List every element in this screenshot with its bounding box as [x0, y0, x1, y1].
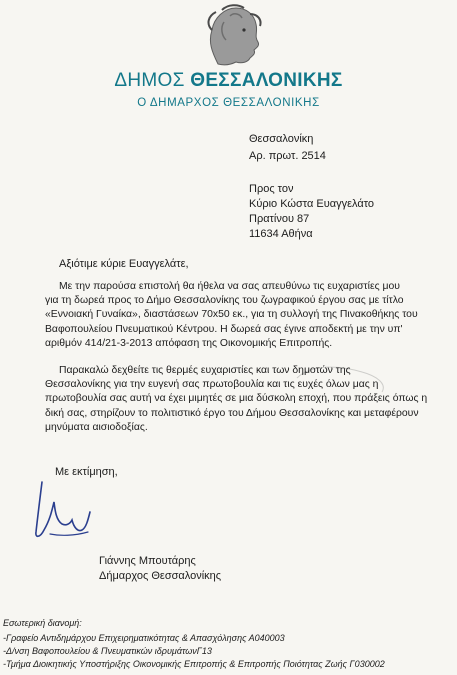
- distribution-heading: Εσωτερική διανομή:: [3, 618, 82, 628]
- paragraph-line: αριθμόν 414/21-3-2013 απόφαση της Οικονομικής Επιτροπής.: [45, 337, 333, 349]
- recipient-name: Κύριο Κώστα Ευαγγελάτο: [249, 198, 375, 210]
- paragraph-line: Θεσσαλονίκης για την ευγενή σας πρωτοβουλία και τις ευχές όλων μας η: [45, 379, 379, 391]
- paragraph-line: για τη δωρεά προς το Δήμο Θεσσαλονίκης του ζωγραφικού έργου σας με τίτλο: [45, 295, 404, 307]
- city: Θεσσαλονίκη: [249, 133, 314, 145]
- paragraph-line: Με την παρούσα επιστολή θα ήθελα να σας απευθύνω τις ευχαριστίες μου: [59, 281, 400, 292]
- paragraph-line: Παρακαλώ δεχθείτε τις θερμές ευχαριστίες και των δημοτών της: [59, 365, 351, 376]
- paragraph-line: δική σας, στηρίζουν το πολιτιστικό έργο του Δήμου Θεσσαλονίκης και μεταφέρουν: [45, 407, 419, 419]
- alexander-head-logo-icon: [178, 2, 278, 68]
- recipient-to: Προς τον: [249, 183, 294, 195]
- handwritten-signature: [30, 480, 110, 550]
- signer-title: Δήμαρχος Θεσσαλονίκης: [99, 570, 222, 582]
- recipient-postal: 11634 Αθήνα: [249, 228, 313, 240]
- distribution-item: -Δ/νση Βαφοπουλείου & Πνευματικών ιδρυμάτωνΓ13: [3, 646, 212, 656]
- distribution-item: -Τμήμα Διοικητικής Υποστήριξης Οικονομικής Επιτροπής & Επιτροπής Ποιότητας Ζωής Γ030002: [3, 659, 385, 669]
- paragraph-line: μηνύματα αισιοδοξίας.: [45, 421, 148, 433]
- closing: Με εκτίμηση,: [55, 466, 118, 478]
- distribution-item: -Γραφείο Αντιδημάρχου Επιχειρηματικότητας & Απασχόλησης Α040003: [3, 633, 285, 643]
- municipality-name: [0, 70, 457, 92]
- body-paragraph-1: [45, 280, 441, 351]
- signer-name: Γιάννης Μπουτάρης: [99, 555, 196, 567]
- greeting: Αξιότιμε κύριε Ευαγγελάτε,: [59, 258, 189, 270]
- org-name: ΘΕΣΣΑΛΟΝΙΚΗΣ: [190, 70, 343, 91]
- org-prefix: ΔΗΜΟΣ: [114, 70, 185, 91]
- paragraph-line: «Εννοιακή Γυναίκα», διαστάσεων 70x50 εκ., για τη συλλογή της Πινακοθήκης του: [45, 309, 418, 321]
- body-paragraph-2: [45, 364, 441, 435]
- protocol-number: Αρ. πρωτ. 2514: [249, 150, 326, 162]
- mayor-office-title: Ο ΔΗΜΑΡΧΟΣ ΘΕΣΣΑΛΟΝΙΚΗΣ: [137, 97, 320, 109]
- paragraph-line: Βαφοπουλείου Πνευματικού Κέντρου. Η δωρεά σας έγινε αποδεκτή με την υπ': [45, 323, 403, 335]
- recipient-street: Πρατίνου 87: [249, 213, 310, 225]
- paragraph-line: πρωτοβουλία σας αυτή να έχει μιμητές σε μια δύσκολη εποχή, που πράξεις όπως η: [45, 393, 428, 405]
